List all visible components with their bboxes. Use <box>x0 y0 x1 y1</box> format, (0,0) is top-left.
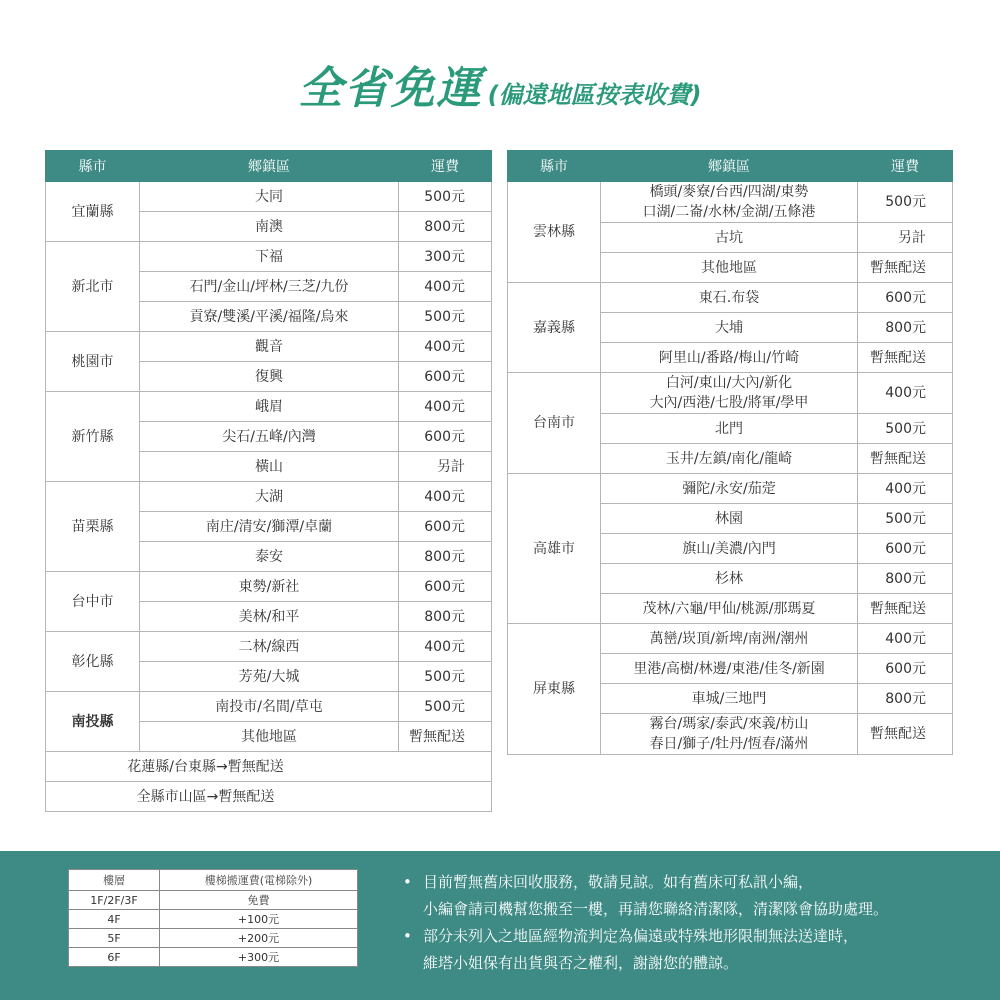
fee-cell: 800元 <box>858 313 953 343</box>
town-cell: 大湖 <box>140 482 399 512</box>
town-cell: 南庄/清安/獅潭/卓蘭 <box>140 512 399 542</box>
fee-cell: 600元 <box>399 362 492 392</box>
town-cell: 泰安 <box>140 542 399 572</box>
county-cell: 台南市 <box>508 373 601 474</box>
fee-cell: 暫無配送 <box>858 594 953 624</box>
fee-cell: 400元 <box>858 624 953 654</box>
fee-cell: 500元 <box>399 302 492 332</box>
town-cell: 東石.布袋 <box>601 283 858 313</box>
table-row <box>46 632 492 662</box>
fee-cell: 400元 <box>399 272 492 302</box>
county-cell: 南投縣 <box>46 692 140 752</box>
table-row <box>69 891 358 910</box>
town-cell: 美林/和平 <box>140 602 399 632</box>
right-shipping-table <box>507 150 953 755</box>
floor-header: 樓層 <box>69 870 160 891</box>
fee-header: 運費 <box>858 151 953 182</box>
note-line: 部分未列入之地區經物流判定為偏遠或特殊地形限制無法送達時， <box>423 927 859 945</box>
floor-fee-table <box>68 869 358 967</box>
town-cell: 車城/三地門 <box>601 684 858 714</box>
county-cell: 苗栗縣 <box>46 482 140 572</box>
fee-cell: 400元 <box>858 474 953 504</box>
town-cell: 里港/高樹/林邊/東港/佳冬/新園 <box>601 654 858 684</box>
fee-cell: 暫無配送 <box>858 714 953 755</box>
town-cell: 白河/東山/大內/新化 大內/西港/七股/將軍/學甲 <box>601 373 858 414</box>
fee-cell: 另計 <box>399 452 492 482</box>
town-cell: 茂林/六龜/甲仙/桃源/那瑪夏 <box>601 594 858 624</box>
town-cell: 南投市/名間/草屯 <box>140 692 399 722</box>
fee-cell: 500元 <box>399 692 492 722</box>
county-cell: 嘉義縣 <box>508 283 601 373</box>
town-header: 鄉鎮區 <box>140 151 399 182</box>
town-cell: 其他地區 <box>601 253 858 283</box>
stair-fee-cell: +200元 <box>160 929 358 948</box>
county-cell: 台中市 <box>46 572 140 632</box>
stair-fee-header: 樓梯搬運費(電梯除外) <box>160 870 358 891</box>
stair-fee-cell: 免費 <box>160 891 358 910</box>
town-cell: 貢寮/雙溪/平溪/福隆/烏來 <box>140 302 399 332</box>
county-cell: 雲林縣 <box>508 182 601 283</box>
town-cell: 彌陀/永安/茄萣 <box>601 474 858 504</box>
floor-cell: 5F <box>69 929 160 948</box>
county-cell: 高雄市 <box>508 474 601 624</box>
note-line: 小編會請司機幫您搬至一樓，再請您聯絡清潔隊，清潔隊會協助處理。 <box>423 900 889 918</box>
town-cell: 玉井/左鎮/南化/龍崎 <box>601 444 858 474</box>
fee-cell: 暫無配送 <box>399 722 492 752</box>
table-row <box>46 182 492 212</box>
town-cell: 復興 <box>140 362 399 392</box>
town-cell: 古坑 <box>601 223 858 253</box>
fee-cell: 600元 <box>399 422 492 452</box>
note-line: 維塔小姐保有出貨與否之權利，謝謝您的體諒。 <box>423 954 739 972</box>
town-cell: 東勢/新社 <box>140 572 399 602</box>
county-cell: 宜蘭縣 <box>46 182 140 242</box>
town-cell: 峨眉 <box>140 392 399 422</box>
table-row <box>508 624 953 654</box>
table-row <box>46 482 492 512</box>
note-line: 目前暫無舊床回收服務，敬請見諒。如有舊床可私訊小編， <box>423 873 814 891</box>
town-cell: 旗山/美濃/內門 <box>601 534 858 564</box>
town-cell: 下福 <box>140 242 399 272</box>
fee-cell: 暫無配送 <box>858 343 953 373</box>
fee-cell: 400元 <box>399 392 492 422</box>
table-row <box>46 782 492 812</box>
fee-cell: 800元 <box>858 564 953 594</box>
table-row <box>46 392 492 422</box>
county-cell: 新竹縣 <box>46 392 140 482</box>
town-cell: 觀音 <box>140 332 399 362</box>
fee-cell: 500元 <box>399 662 492 692</box>
town-cell: 霧台/瑪家/泰武/來義/枋山 春日/獅子/牡丹/恆春/滿州 <box>601 714 858 755</box>
town-cell: 其他地區 <box>140 722 399 752</box>
table-row <box>46 692 492 722</box>
bullet-icon: • <box>403 873 412 891</box>
fee-cell: 300元 <box>399 242 492 272</box>
fee-cell: 600元 <box>858 283 953 313</box>
town-header: 鄉鎮區 <box>601 151 858 182</box>
town-cell: 阿里山/番路/梅山/竹崎 <box>601 343 858 373</box>
town-cell: 林園 <box>601 504 858 534</box>
county-cell: 彰化縣 <box>46 632 140 692</box>
title-main: 全省免運 <box>298 63 483 114</box>
fee-cell: 600元 <box>399 512 492 542</box>
fee-cell: 400元 <box>399 482 492 512</box>
fee-cell: 600元 <box>858 654 953 684</box>
town-cell: 北門 <box>601 414 858 444</box>
town-cell: 大同 <box>140 182 399 212</box>
town-cell: 芳苑/大城 <box>140 662 399 692</box>
town-cell: 萬巒/崁頂/新埤/南洲/潮州 <box>601 624 858 654</box>
floor-cell: 6F <box>69 948 160 967</box>
title-subtitle: (偏遠地區按表收費) <box>487 81 702 109</box>
town-cell: 尖石/五峰/內灣 <box>140 422 399 452</box>
town-cell: 橫山 <box>140 452 399 482</box>
note-item <box>403 923 888 977</box>
town-cell: 石門/金山/坪林/三芝/九份 <box>140 272 399 302</box>
footer-note-cell: 全縣市山區→暫無配送 <box>46 782 492 812</box>
fee-cell: 500元 <box>858 504 953 534</box>
floor-cell: 4F <box>69 910 160 929</box>
table-row <box>508 474 953 504</box>
left-shipping-table <box>45 150 492 812</box>
fee-cell: 800元 <box>399 212 492 242</box>
fee-cell: 600元 <box>858 534 953 564</box>
note-item <box>403 869 888 923</box>
fee-header: 運費 <box>399 151 492 182</box>
stair-fee-cell: +300元 <box>160 948 358 967</box>
table-row <box>46 242 492 272</box>
table-row <box>46 752 492 782</box>
town-cell: 橋頭/麥寮/台西/四湖/東勢 口湖/二崙/水林/金湖/五條港 <box>601 182 858 223</box>
fee-cell: 400元 <box>399 332 492 362</box>
bullet-icon: • <box>403 927 412 945</box>
fee-cell: 800元 <box>399 602 492 632</box>
fee-cell: 500元 <box>858 414 953 444</box>
town-cell: 大埔 <box>601 313 858 343</box>
page-title <box>0 52 1000 116</box>
fee-cell: 600元 <box>399 572 492 602</box>
table-row <box>69 929 358 948</box>
county-cell: 屏東縣 <box>508 624 601 755</box>
fee-cell: 暫無配送 <box>858 253 953 283</box>
footer-note-cell: 花蓮縣/台東縣→暫無配送 <box>46 752 492 782</box>
fee-cell: 500元 <box>858 182 953 223</box>
fee-cell: 800元 <box>858 684 953 714</box>
table-row <box>46 332 492 362</box>
fee-cell: 400元 <box>858 373 953 414</box>
town-cell: 杉林 <box>601 564 858 594</box>
town-cell: 二林/線西 <box>140 632 399 662</box>
table-row <box>69 948 358 967</box>
county-header: 縣市 <box>508 151 601 182</box>
town-cell: 南澳 <box>140 212 399 242</box>
fee-cell: 另計 <box>858 223 953 253</box>
stair-fee-cell: +100元 <box>160 910 358 929</box>
fee-cell: 500元 <box>399 182 492 212</box>
table-row <box>46 572 492 602</box>
county-header: 縣市 <box>46 151 140 182</box>
fee-cell: 400元 <box>399 632 492 662</box>
notes-list <box>403 869 888 977</box>
floor-cell: 1F/2F/3F <box>69 891 160 910</box>
table-row <box>69 910 358 929</box>
table-row <box>508 283 953 313</box>
fee-cell: 800元 <box>399 542 492 572</box>
county-cell: 桃園市 <box>46 332 140 392</box>
fee-cell: 暫無配送 <box>858 444 953 474</box>
county-cell: 新北市 <box>46 242 140 332</box>
